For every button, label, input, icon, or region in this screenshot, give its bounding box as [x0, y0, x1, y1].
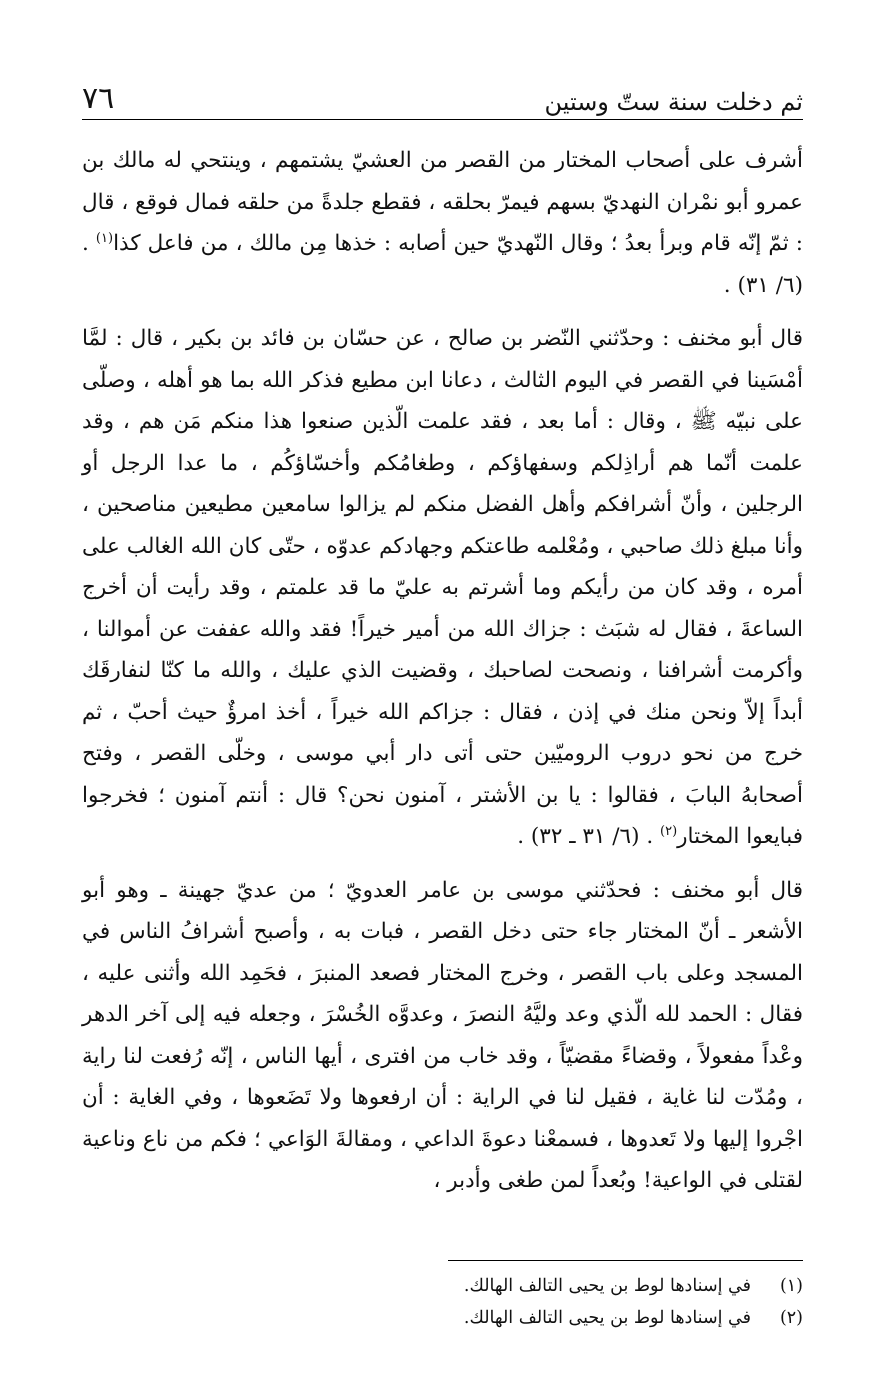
footnote-rule [448, 1260, 803, 1261]
footnote-ref: (١) [95, 230, 114, 246]
footnote-number: (٢) [779, 1308, 803, 1328]
page-number: ٧٦ [82, 81, 115, 116]
header-rule [82, 119, 803, 120]
footnotes [82, 1270, 803, 1334]
page-header [82, 74, 803, 114]
paragraph-text: أشرف على أصحاب المختار من القصر من العشيّ يشتمهم ، وينتحي له مالك بن عمرو أبو نمْران النهديّ بسهم فيمرّ بحلقه ، فقطع جلدةً من حلقه فمال فوقع ، قال : ثمّ إنّه قام وبرأ بعدُ ؛ وقال النّهديّ حين أصابه : خذها مِن مالك ، من فاعل كذا [82, 148, 803, 256]
paragraph-2 [82, 318, 803, 858]
footnote-text: في إسنادها لوط بن يحيى التالف الهالك. [463, 1308, 751, 1328]
footnote-text: في إسنادها لوط بن يحيى التالف الهالك. [463, 1276, 751, 1296]
footnote-number: (١) [779, 1276, 803, 1296]
body-text [82, 140, 803, 1214]
citation: . (٦/ ٣١) . [82, 231, 803, 298]
citation: . (٦/ ٣١ ـ ٣٢) . [517, 824, 654, 849]
footnote-ref: (٢) [660, 823, 678, 839]
footnote-1 [82, 1270, 803, 1302]
paragraph-text: قال أبو مخنف : وحدّثني النّضر بن صالح ، عن حسّان بن فائد بن بكير ، قال : لمَّا أمْسَينا في القصر في اليوم الثالث ، دعانا ابن مطيع فذكر الله بما هو أهله ، وصلّى على نبيّه ﷺ ، وقال : أما بعد ، فقد علمت الّذين صنعوا هذا منكم مَن هم ، وقد علمت أنّما هم أراذِلكم وسفهاؤكم ، وطغامُكم وأخسّاؤكُم ، ما عدا الرجل أو الرجلين ، وأنّ أشرافكم وأهل الفضل منكم لم يزالوا سامعين مطيعين مناصحين ، وأنا مبلغ ذلك صاحبي ، ومُعْلمه طاعتكم وجهادكم عدوّه ، حتّى كان الله الغالب على أمره ، وقد كان من رأيكم وما أشرتم به عليّ ما قد علمتم ، وقد رأيت أن أخرج الساعةَ ، فقال له شبَث : جزاك الله من أمير خيراً! فقد والله عففت عن أموالنا ، وأكرمت أشرافنا ، ونصحت لصاحبك ، وقضيت الذي عليك ، والله ما كنّا لنفارقَك أبداً إلاّ ونحن منك في إذن ، فقال : جزاكم الله خيراً ، أخذ امرؤٌ حيث أحبّ ، ثم خرج من نحو دروب الروميّين حتى أتى دار أبي موسى ، وخلّى القصر ، وفتح أصحابهُ البابَ ، فقالوا : يا بن الأشتر ، آمنون نحن؟ قال : أنتم آمنون ؛ فخرجوا فبايعوا المختار [82, 326, 803, 849]
paragraph-text: قال أبو مخنف : فحدّثني موسى بن عامر العدويّ ؛ من عديّ جهينة ـ وهو أبو الأشعر ـ أنّ المختار جاء حتى دخل القصر ، فبات به ، وأصبح أشرافُ الناس في المسجد وعلى باب القصر ، وخرج المختار فصعد المنبرَ ، فحَمِد الله وأثنى عليه ، فقال : الحمد لله الّذي وعد وليَّهُ النصرَ ، وعدوَّه الخُسْرَ ، وجعله فيه إلى آخر الدهر وعْداً مفعولاً ، وقضاءً مقضيّاً ، وقد خاب من افترى ، أيها الناس ، إنّه رُفعت لنا راية ، ومُدّت لنا غاية ، فقيل لنا في الراية : أن ارفعوها ولا تَضَعوها ، وفي الغاية : أن اجْروا إليها ولا تَعدوها ، فسمعْنا دعوةَ الداعي ، ومقالةَ الوَاعي ؛ فكم من ناع وناعية لقتلى في الواعية! وبُعداً لمن طغى وأدبر ، [82, 877, 803, 1193]
running-title: ثم دخلت سنة ستّ وستين [544, 88, 803, 116]
footnote-2 [82, 1302, 803, 1334]
paragraph-1 [82, 140, 803, 306]
paragraph-3 [82, 870, 803, 1202]
